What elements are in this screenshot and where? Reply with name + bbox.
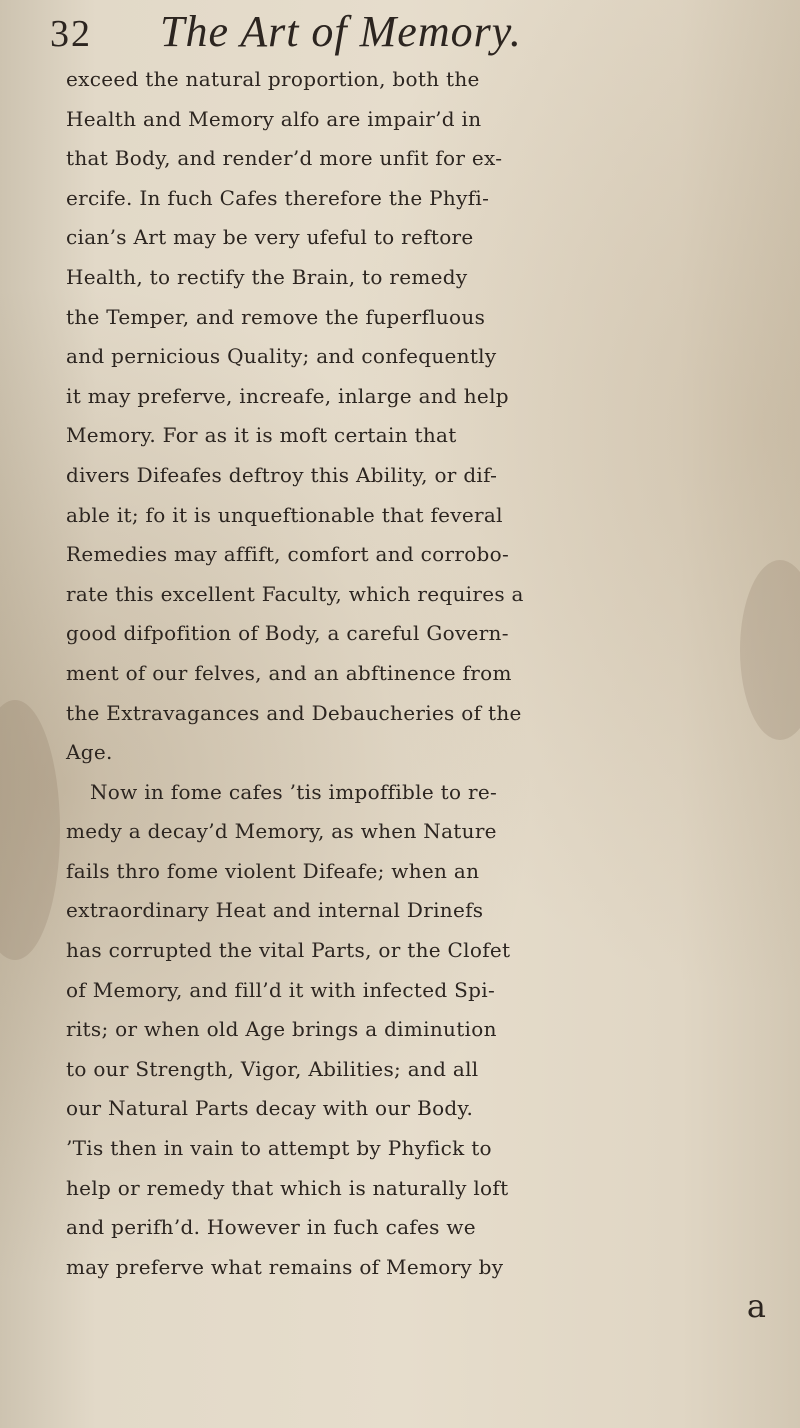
book-title: The Art of Memory. bbox=[160, 7, 522, 56]
text-line: able it; fo it is unqueftionable that feveral bbox=[66, 502, 503, 527]
body-text bbox=[66, 60, 778, 1327]
text-line: rate this excellent Faculty, which requires a bbox=[66, 581, 524, 606]
text-line: Health, to rectify the Brain, to remedy bbox=[66, 264, 468, 289]
text-line: it may preferve, increafe, inlarge and help bbox=[66, 383, 509, 408]
text-line: divers Difeafes deftroy this Ability, or dif- bbox=[66, 462, 498, 487]
text-line: that Body, and render’d more unfit for ex- bbox=[66, 146, 503, 171]
text-line: Remedies may affift, comfort and corrobo- bbox=[66, 542, 510, 567]
text-line: ’Tis then in vain to attempt by Phyfick to bbox=[66, 1136, 492, 1161]
text-line: of Memory, and fill’d it with infected Spi- bbox=[66, 977, 496, 1002]
text-line: help or remedy that which is naturally loft bbox=[66, 1175, 509, 1200]
page-number: 32 bbox=[50, 13, 92, 55]
text-line: exceed the natural proportion, both the bbox=[66, 67, 480, 91]
text-line: fails thro fome violent Difeafe; when an bbox=[66, 858, 480, 883]
text-line: and perifh’d. However in fuch cafes we bbox=[66, 1215, 476, 1240]
text-line: the Extravagances and Debaucheries of the bbox=[66, 700, 522, 725]
text-line: cian’s Art may be very ufeful to reftore bbox=[66, 225, 474, 250]
running-head bbox=[50, 6, 760, 66]
text-line: may preferve what remains of Memory by bbox=[66, 1254, 504, 1279]
text-line: Age. bbox=[66, 740, 113, 765]
text-line: ercife. In fuch Cafes therefore the Phyfi- bbox=[66, 185, 490, 210]
text-line: has corrupted the vital Parts, or the Clofet bbox=[66, 938, 511, 963]
paragraph-start-line: Now in fome cafes ’tis impoffible to re- bbox=[90, 779, 498, 804]
text-line: our Natural Parts decay with our Body. bbox=[66, 1096, 474, 1121]
text-line: medy a decay’d Memory, as when Nature bbox=[66, 819, 497, 844]
text-line: to our Strength, Vigor, Abilities; and all bbox=[66, 1056, 479, 1081]
paper-stain bbox=[0, 700, 60, 960]
text-line: extraordinary Heat and internal Drinefs bbox=[66, 898, 484, 923]
text-line: ment of our felves, and an abftinence from bbox=[66, 660, 512, 685]
text-line: Health and Memory alfo are impair’d in bbox=[66, 106, 482, 131]
text-line: rits; or when old Age brings a diminution bbox=[66, 1017, 497, 1042]
text-line: and pernicious Quality; and confequently bbox=[66, 344, 497, 369]
catchword: a bbox=[746, 1287, 766, 1326]
text-line: good difpofition of Body, a careful Govern- bbox=[66, 621, 509, 646]
text-line: Memory. For as it is moft certain that bbox=[66, 423, 457, 448]
text-line: the Temper, and remove the fuperfluous bbox=[66, 304, 486, 329]
